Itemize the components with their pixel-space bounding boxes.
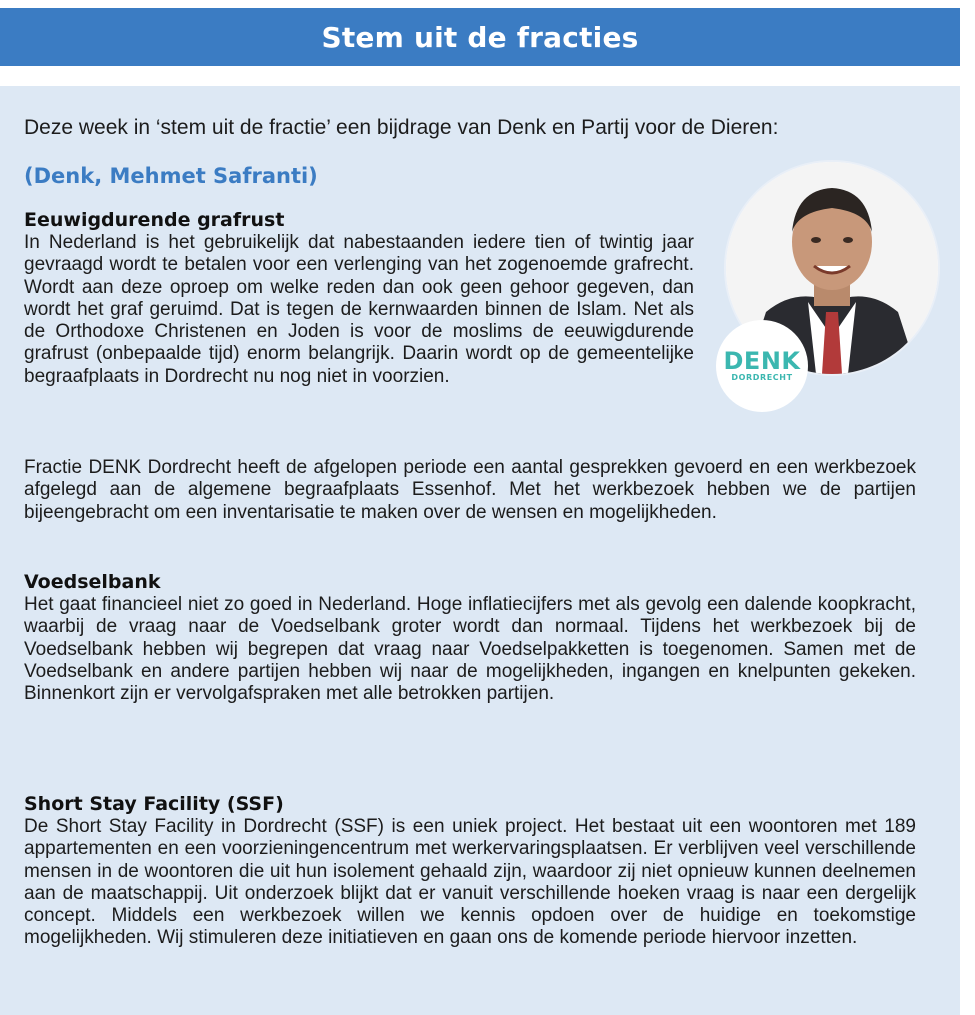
author-byline: (Denk, Mehmet Safranti) <box>24 164 318 188</box>
logo-text: DENK <box>723 347 801 375</box>
section-paragraph: In Nederland is het gebruikelijk dat nabestaanden iedere tien of twintig jaar gevraagd wordt te betalen voor een verlenging van het zogenoemde grafrecht. Wordt aan deze oproep om welke reden dan ook geen gehoor gegeven, dan wordt het graf geruimd. Dat is tegen de kernwaarden binnen de Islam. Net als de Orthodoxe Christenen en Joden is voor de moslims de eeuwigdurende grafrust (onbepaalde tijd) enorm belangrijk. Daarin wordt op de gemeentelijke begraafplaats in Dordrecht nu nog niet in voorzien. <box>24 232 694 387</box>
section-paragraph: De Short Stay Facility in Dordrecht (SSF) is een uniek project. Het bestaat uit een woontoren met 189 appartementen en een voorzieningencentrum met werkervaringsplaatsen. Er verblijven veel verschillende mensen in de woontoren die uit hun isolement gehaald zijn, waardoor zij niet opnieuw kunnen deelnemen aan de maatschappij. Uit onderzoek blijkt dat er vanuit verschillende hoeken vraag is naar een dergelijk concept. Middels een werkbezoek willen we kennis opdoen over de huidige en toekomstige mogelijkheden. Wij stimuleren deze initiatieven en gaan ons de komende periode hiervoor inzetten. <box>24 816 916 949</box>
section-paragraph: Het gaat financieel niet zo goed in Nederland. Hoge inflatiecijfers met als gevolg een dalende koopkracht, waarbij de vraag naar de Voedselbank groter wordt dan normaal. Tijdens het werkbezoek bij de Voedselbank hebben wij begrepen dat vraag naar Voedselpakketten is toegenomen. Samen met de Voedselbank en andere partijen hebben wij naar de mogelijkheden, ingangen en knelpunten gekeken. Binnenkort zijn er vervolgafspraken met alle betrokken partijen. <box>24 594 916 705</box>
logo-subtext: DORDRECHT <box>731 373 793 382</box>
section-ssf <box>24 792 916 950</box>
intro-text: Deze week in ‘stem uit de fractie’ een bijdrage van Denk en Partij voor de Dieren: <box>24 116 779 139</box>
article-panel <box>0 86 960 1015</box>
section-heading: Short Stay Facility (SSF) <box>24 793 284 815</box>
section-heading: Eeuwigdurende grafrust <box>24 209 285 231</box>
section-grafrust <box>24 208 694 388</box>
section-grafrust-continued <box>24 457 916 524</box>
page-title: Stem uit de fracties <box>321 20 639 54</box>
denk-logo <box>716 320 808 412</box>
section-voedselbank <box>24 570 916 705</box>
section-paragraph: Fractie DENK Dordrecht heeft de afgelopen periode een aantal gesprekken gevoerd en een werkbezoek afgelegd aan de algemene begraafplaats Essenhof. Met het werkbezoek hebben we de partijen bijeengebracht om een inventarisatie te maken over de wensen en mogelijkheden. <box>24 457 916 523</box>
section-heading: Voedselbank <box>24 571 161 593</box>
header-banner <box>0 8 960 66</box>
